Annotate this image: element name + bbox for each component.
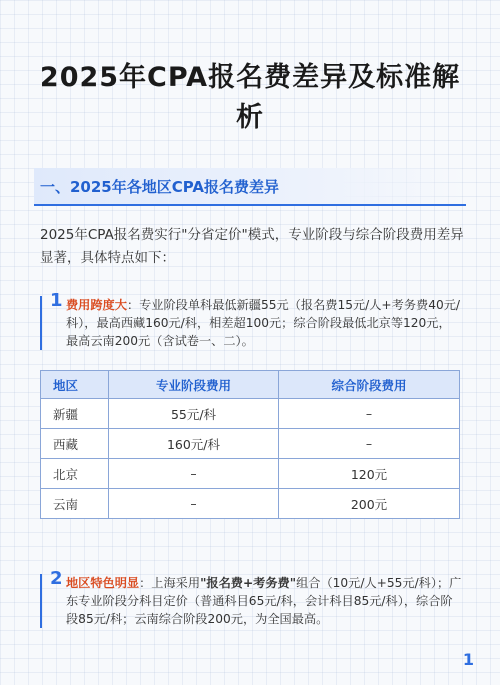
- cell-comprehensive-fee: 200元: [279, 489, 460, 519]
- section-heading: [34, 168, 466, 206]
- callout-number: 1: [50, 290, 63, 311]
- table-row: [41, 399, 460, 429]
- section-heading-text: 一、2025年各地区CPA报名费差异: [40, 178, 279, 196]
- table-row: [41, 429, 460, 459]
- cell-professional-fee: –: [109, 459, 279, 489]
- callout-text: ：上海采用: [139, 576, 201, 590]
- header-comprehensive-fee: 综合阶段费用: [279, 371, 460, 399]
- table-row: [41, 459, 460, 489]
- cell-comprehensive-fee: –: [279, 429, 460, 459]
- fee-table: [40, 370, 460, 519]
- callout-text: ：专业阶段单科最低新疆55元（报名费15元/人+考务费40元/科），最高西藏160元/科，相差超100元；综合阶段最低北京等120元，最高云南200元（含试卷一、二）。: [66, 298, 461, 348]
- cell-region: 新疆: [41, 399, 109, 429]
- table-header-row: [41, 371, 460, 399]
- callout-number: 2: [50, 568, 63, 589]
- callout-highlight: 地区特色明显: [66, 576, 140, 590]
- page-number: 1: [462, 650, 474, 669]
- cell-professional-fee: –: [109, 489, 279, 519]
- page-title: 2025年CPA报名费差异及标准解析: [39, 62, 461, 133]
- cell-professional-fee: 160元/科: [109, 429, 279, 459]
- cell-comprehensive-fee: 120元: [279, 459, 460, 489]
- cell-region: 北京: [41, 459, 109, 489]
- callout-text: 组合（10元/人+55元/科）；广东专业阶段分科目定价（普通科目65元/科，会计科目85元/科），综合阶段85元/科；云南综合阶段200元，为全国最高。: [66, 576, 462, 626]
- callout-highlight: 费用跨度大: [66, 298, 127, 312]
- cell-region: 西藏: [41, 429, 109, 459]
- callout-bold-text: "报名费+考务费": [200, 576, 297, 590]
- cell-professional-fee: 55元/科: [109, 399, 279, 429]
- callout-fee-range: [40, 290, 462, 350]
- callout-regional-features: [40, 568, 462, 628]
- header-professional-fee: 专业阶段费用: [109, 371, 279, 399]
- table-row: [41, 489, 460, 519]
- cell-comprehensive-fee: –: [279, 399, 460, 429]
- cell-region: 云南: [41, 489, 109, 519]
- intro-paragraph: 2025年CPA报名费实行"分省定价"模式，专业阶段与综合阶段费用差异显著，具体特点如下：: [40, 227, 464, 266]
- header-region: 地区: [41, 371, 109, 399]
